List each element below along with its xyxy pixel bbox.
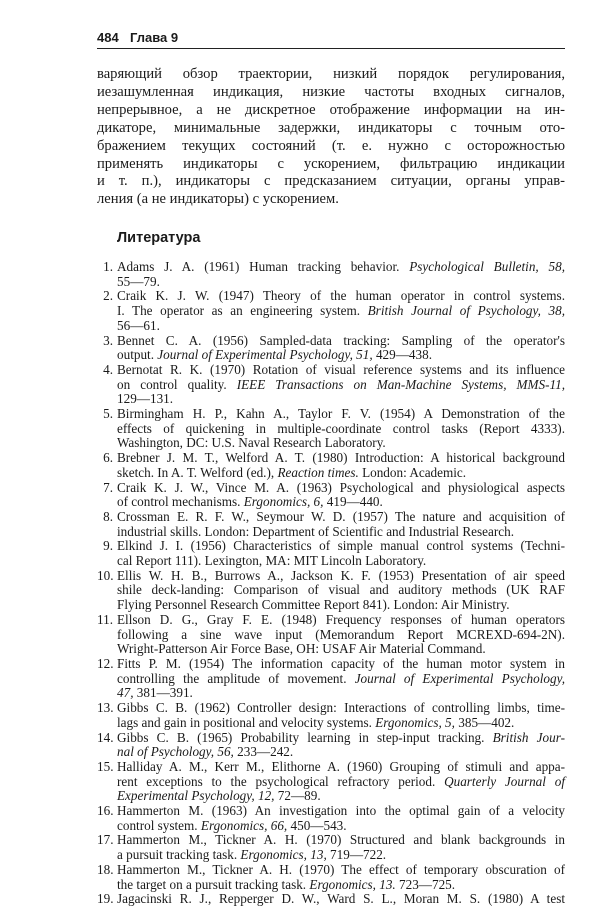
body-paragraph [97, 66, 565, 209]
reference-item [97, 363, 565, 407]
reference-number: 19. [97, 891, 114, 907]
reference-number: 3. [103, 332, 113, 348]
reference-item [97, 613, 565, 657]
reference-number: 14. [97, 729, 114, 745]
reference-text: Gibbs C. B. (1962) Controller design: Interactions of controlling limbs, time- [117, 700, 565, 716]
reference-text: 723—725. [395, 876, 456, 892]
reference-item [97, 892, 565, 907]
reference-source: nal of Psychology, 56, [117, 744, 234, 760]
reference-source: Ergonomics, 13, [240, 847, 327, 863]
reference-source: Ergonomics, 66, [200, 817, 288, 833]
reference-line [117, 716, 565, 731]
reference-text: following a sine wave input (Memorandum Report MCREXD-694-2N). [117, 626, 565, 642]
reference-line [117, 348, 565, 363]
reference-text: effects of quickening in multiple-coordinate control tasks (Report 4333). [117, 420, 565, 436]
reference-line [117, 583, 565, 598]
reference-item [97, 407, 565, 451]
reference-text: Birmingham H. P., Kahn A., Taylor F. V. (1954) A Demonstration of the [117, 406, 565, 422]
reference-line [117, 495, 565, 510]
reference-source: 47, [117, 685, 134, 701]
reference-line [117, 436, 565, 451]
reference-text: cal Report 111). Lexington, MA: MIT Lincoln Laboratory. [117, 553, 427, 569]
reference-text: 385—402. [454, 714, 515, 730]
reference-item [97, 701, 565, 730]
reference-number: 11. [97, 611, 113, 627]
paragraph-line: непрерывное, а не дискретное отображение информации на ин- [97, 101, 565, 118]
reference-number: 15. [97, 758, 114, 774]
reference-source: Quarterly Journal of [444, 773, 565, 789]
reference-item [97, 569, 565, 613]
reference-text: Crossman E. R. F. W., Seymour W. D. (1957) The nature and acquisition of [117, 508, 565, 524]
reference-item [97, 833, 565, 862]
reference-text: Ellis W. H. B., Burrows A., Jackson K. F. (1953) Presentation of air speed [117, 567, 565, 583]
reference-line [117, 525, 565, 540]
reference-line [117, 789, 565, 804]
reference-line [117, 554, 565, 569]
reference-number: 16. [97, 803, 114, 819]
reference-text: 429—438. [372, 347, 432, 363]
reference-text: Bernotat R. K. (1970) Rotation of visual reference systems and its influence [117, 361, 565, 377]
page-number: 484 [97, 30, 119, 45]
reference-line [117, 613, 565, 628]
reference-line [117, 510, 565, 525]
reference-text: 450—543. [287, 817, 347, 833]
reference-item [97, 289, 565, 333]
reference-number: 10. [97, 567, 114, 583]
reference-item [97, 731, 565, 760]
reference-source: Journal of Experimental Psychology, [354, 670, 565, 686]
reference-text: sketch. In A. T. Welford (ed.), [117, 464, 278, 480]
reference-text: Adams J. A. (1961) Human tracking behavior. [117, 259, 410, 274]
reference-text: 129—131. [117, 391, 174, 407]
reference-line [117, 334, 565, 349]
reference-source: British Journal of Psychology, 38, [367, 303, 566, 319]
reference-number: 7. [103, 479, 113, 495]
reference-source: Reaction times. [277, 464, 359, 480]
reference-line [117, 878, 565, 893]
reference-number: 8. [103, 508, 113, 524]
reference-line [117, 686, 565, 701]
reference-text: output. [117, 347, 158, 363]
reference-number: 12. [97, 655, 114, 671]
reference-text: Hammerton M., Tickner A. H. (1970) Structured and blank backgrounds in [117, 832, 565, 848]
reference-item [97, 760, 565, 804]
reference-text: Flying Personnel Research Committee Report 841). London: Air Ministry. [117, 597, 510, 613]
reference-line [117, 378, 565, 393]
reference-text: Fitts P. M. (1954) The information capacity of the human motor system in [117, 655, 565, 671]
reference-text: controlling the amplitude of movement. [117, 670, 355, 686]
reference-item [97, 657, 565, 701]
paragraph-line: иезашумленная индикация, низкие частоты входных сигналов, [97, 83, 565, 100]
reference-line [117, 672, 565, 687]
reference-line [117, 833, 565, 848]
reference-line [117, 863, 565, 878]
reference-list [97, 260, 565, 907]
reference-text: industrial skills. London: Department of Scientific and Industrial Research. [117, 523, 514, 539]
reference-line [117, 275, 565, 290]
reference-text: Jagacinski R. J., Repperger D. W., Ward S. L., Moran M. S. (1980) A test [117, 891, 565, 907]
reference-source: Ergonomics, 6, [243, 494, 324, 510]
reference-line [117, 260, 565, 275]
reference-item [97, 539, 565, 568]
reference-line [117, 539, 565, 554]
reference-text: Hammerton M., Tickner A. H. (1970) The effect of temporary obscuration of [117, 861, 565, 877]
reference-text: Wright-Patterson Air Force Base, OH: USAF Air Material Command. [117, 641, 486, 657]
reference-item [97, 510, 565, 539]
paragraph-line: и т. п.), индикаторы с предсказанием ситуации, органы управ- [97, 173, 565, 190]
reference-text: Craik K. J. W., Vince M. A. (1963) Psychological and physiological aspects [117, 479, 565, 495]
reference-text: on control quality. [117, 376, 237, 392]
reference-line [117, 892, 565, 907]
reference-number: 17. [97, 832, 114, 848]
reference-line [117, 745, 565, 760]
reference-text: lags and gain in positional and velocity systems. [117, 714, 376, 730]
reference-item [97, 451, 565, 480]
reference-line [117, 819, 565, 834]
reference-line [117, 760, 565, 775]
reference-line [117, 701, 565, 716]
reference-text: Brebner J. M. T., Welford A. T. (1980) Introduction: A historical background [117, 450, 565, 466]
paragraph-line: ления (а не индикаторы) с ускорением. [97, 191, 339, 208]
reference-text: rent exceptions to the psychological refractory period. [117, 773, 445, 789]
reference-number: 5. [103, 406, 113, 422]
reference-source: Ergonomics, 13. [309, 876, 396, 892]
reference-line [117, 804, 565, 819]
reference-text: I. The operator as an engineering system. [117, 303, 368, 319]
reference-text: 72—89. [274, 788, 321, 804]
reference-number: 6. [103, 450, 113, 466]
reference-text: Ellson D. G., Gray F. E. (1948) Frequency responses of human operators [117, 611, 565, 627]
reference-source: Experimental Psychology, 12, [117, 788, 275, 804]
reference-text: Craik K. J. W. (1947) Theory of the human operator in control systems. [117, 288, 565, 304]
reference-text: London: Academic. [358, 464, 467, 480]
reference-text: 719—722. [326, 847, 387, 863]
reference-text: 55—79. [117, 273, 160, 289]
reference-line [117, 642, 565, 657]
reference-text: Bennet C. A. (1956) Sampled-data tracking: Sampling of the operator's [117, 332, 565, 348]
reference-text: Gibbs C. B. (1965) Probability learning in step-input tracking. [117, 729, 493, 745]
reference-line [117, 466, 565, 481]
reference-line [117, 289, 565, 304]
reference-line [117, 392, 565, 407]
reference-line [117, 848, 565, 863]
reference-line [117, 657, 565, 672]
running-header [97, 28, 565, 49]
reference-item [97, 481, 565, 510]
reference-source: Journal of Experimental Psychology, 51, [157, 347, 373, 363]
paragraph-line: применять индикаторы с ускорением, фильтрацию индикации [97, 155, 565, 172]
reference-item [97, 863, 565, 892]
reference-item [97, 334, 565, 363]
reference-text: shile deck-landing: Comparison of visual and auditory methods (UK RAF [117, 582, 565, 598]
reference-item [97, 804, 565, 833]
reference-source: British Jour- [492, 729, 565, 745]
reference-source: Ergonomics, 5, [375, 714, 455, 730]
reference-item [97, 260, 565, 289]
reference-number: 2. [103, 288, 113, 304]
section-title: Литература [117, 230, 201, 246]
reference-text: Hammerton M. (1963) An investigation into the optimal gain of a velocity [117, 803, 565, 819]
reference-text: a pursuit tracking task. [117, 847, 241, 863]
reference-line [117, 451, 565, 466]
paragraph-line: варяющий обзор траектории, низкий порядок регулирования, [97, 66, 565, 82]
reference-text: 233—242. [233, 744, 294, 760]
reference-line [117, 775, 565, 790]
reference-text: Washington, DC: U.S. Naval Research Laboratory. [117, 435, 386, 451]
reference-line [117, 569, 565, 584]
reference-line [117, 304, 565, 319]
reference-line [117, 598, 565, 613]
reference-line [117, 481, 565, 496]
reference-text: 381—391. [133, 685, 193, 701]
reference-text: 56—61. [117, 317, 160, 333]
reference-number: 1. [103, 259, 113, 274]
reference-line [117, 628, 565, 643]
reference-text: Halliday A. M., Kerr M., Elithorne A. (1960) Grouping of stimuli and appa- [117, 758, 565, 774]
reference-line [117, 422, 565, 437]
reference-number: 13. [97, 700, 114, 716]
reference-number: 4. [103, 361, 113, 377]
reference-line [117, 319, 565, 334]
reference-source: Psychological Bulletin, 58, [409, 259, 565, 274]
reference-text: Elkind J. I. (1956) Characteristics of simple manual control systems (Techni- [117, 538, 565, 554]
reference-line [117, 731, 565, 746]
chapter-title: Глава 9 [130, 30, 179, 45]
paragraph-line: дикаторе, минимальные задержки, индикаторы с точным ото- [97, 119, 565, 136]
reference-number: 9. [103, 538, 113, 554]
reference-line [117, 407, 565, 422]
reference-text: 419—440. [323, 494, 383, 510]
reference-text: control system. [117, 817, 201, 833]
reference-source: IEEE Transactions on Man-Machine Systems, MMS-11, [236, 376, 566, 392]
paragraph-line: бражением текущих состояний (т. е. нужно с осторожностью [97, 137, 565, 154]
reference-text: of control mechanisms. [117, 494, 244, 510]
reference-line [117, 363, 565, 378]
reference-text: the target on a pursuit tracking task. [117, 876, 310, 892]
reference-number: 18. [97, 861, 114, 877]
